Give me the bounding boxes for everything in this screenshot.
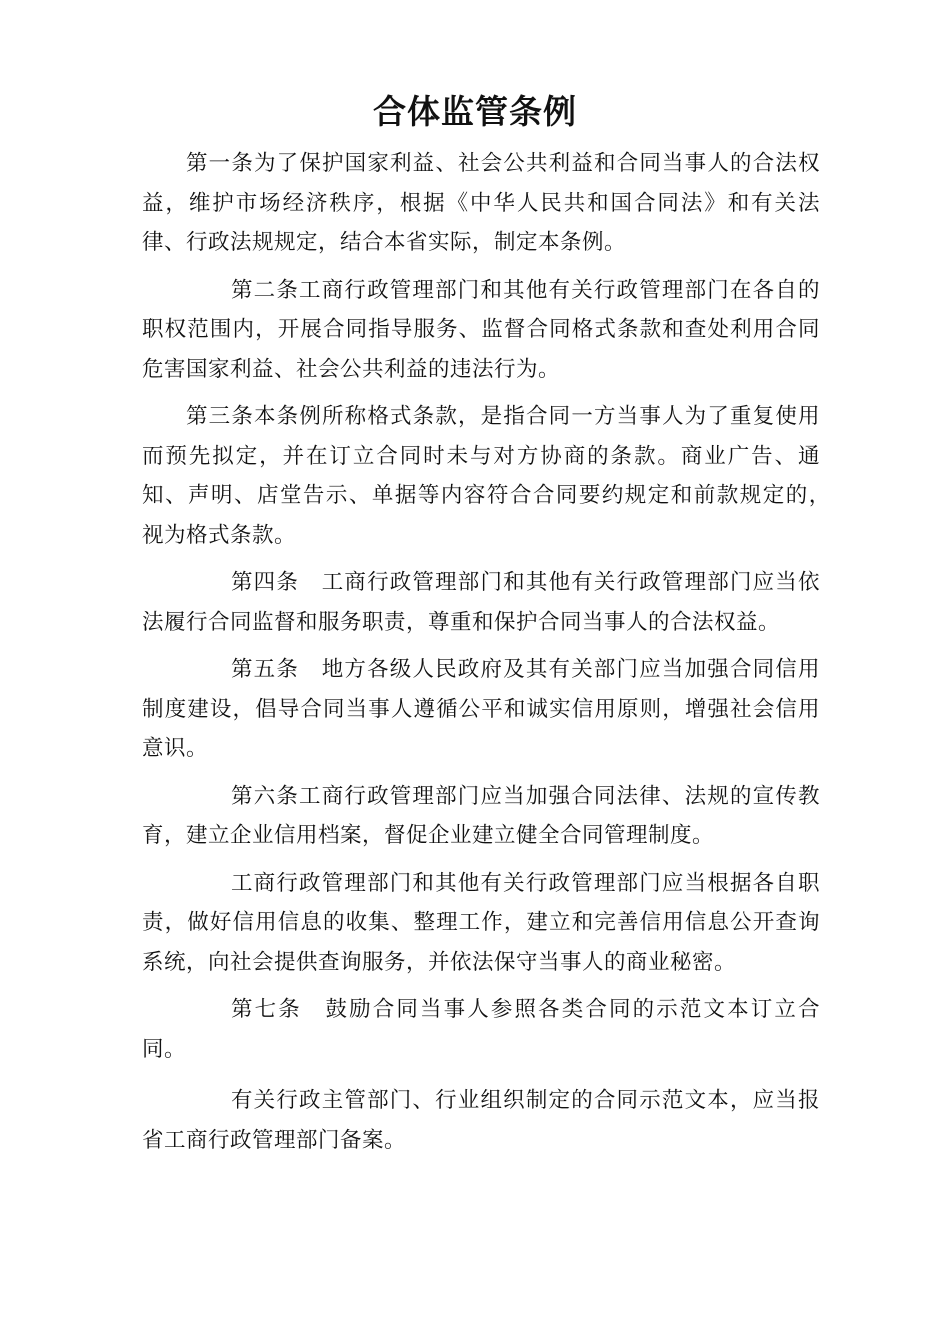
paragraph-article-6-continued: 工商行政管理部门和其他有关行政管理部门应当根据各自职责，做好信用信息的收集、整理工作，建立和完善信用信息公开查询系统，向社会提供查询服务，并依法保守当事人的商业秘密。 bbox=[142, 870, 820, 975]
paragraph-article-5: 第五条 地方各级人民政府及其有关部门应当加强合同信用制度建设，倡导合同当事人遵循公平和诚实信用原则，增强社会信用意识。 bbox=[142, 657, 820, 761]
paragraph-article-7-continued: 有关行政主管部门、行业组织制定的合同示范文本，应当报省工商行政管理部门备案。 bbox=[142, 1088, 820, 1153]
paragraph-article-1: 第一条为了保护国家利益、社会公共利益和合同当事人的合法权益，维护市场经济秩序，根据《中华人民共和国合同法》和有关法律、行政法规规定，结合本省实际，制定本条例。 bbox=[142, 151, 820, 255]
paragraph-article-3: 第三条本条例所称格式条款，是指合同一方当事人为了重复使用而预先拟定，并在订立合同时未与对方协商的条款。商业广告、通知、声明、店堂告示、单据等内容符合合同要约规定和前款规定的， 视为格式条款。 bbox=[142, 404, 843, 548]
paragraph-article-7: 第七条 鼓励合同当事人参照各类合同的示范文本订立合同。 bbox=[142, 997, 820, 1062]
document-body bbox=[142, 144, 843, 1160]
document-title: 合体监管条例 bbox=[373, 92, 577, 131]
paragraph-article-4: 第四条 工商行政管理部门和其他有关行政管理部门应当依法履行合同监督和服务职责，尊重和保护合同当事人的合法权益。 bbox=[142, 570, 820, 635]
paragraph-article-6: 第六条工商行政管理部门应当加强合同法律、法规的宣传教育，建立企业信用档案，督促企业建立健全合同管理制度。 bbox=[142, 783, 820, 848]
paragraph-article-2: 第二条工商行政管理部门和其他有关行政管理部门在各自的职权范围内，开展合同指导服务、监督合同格式条款和查处利用合同危害国家利益、社会公共利益的违法行为。 bbox=[142, 277, 820, 382]
